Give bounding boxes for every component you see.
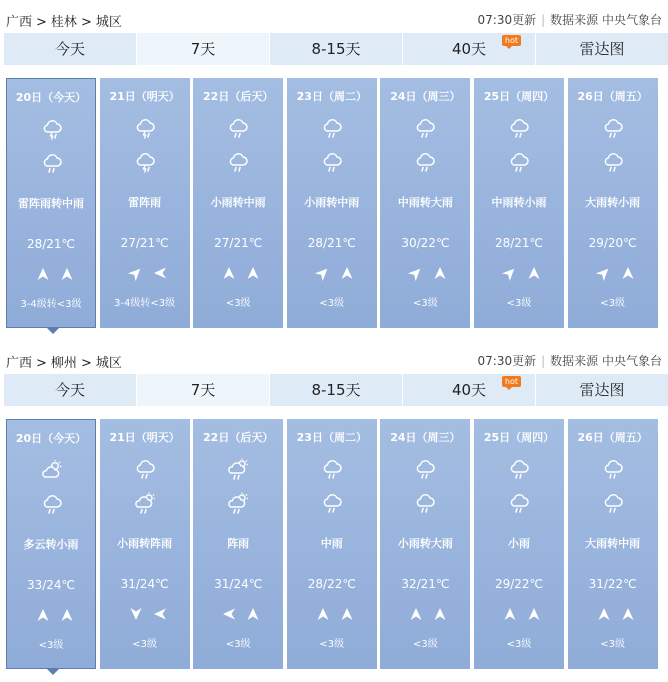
wind-level: <3级 xyxy=(506,639,532,650)
wind-arrow-icon xyxy=(126,263,146,283)
sun-shower-icon xyxy=(226,491,250,515)
update-info xyxy=(478,352,662,369)
wind-level: <3级 xyxy=(413,298,438,309)
wind-arrow-icon xyxy=(153,266,167,280)
day-card[interactable] xyxy=(6,78,96,328)
tab-40-days-label: 40天 xyxy=(451,381,487,399)
day-card[interactable] xyxy=(287,419,377,669)
tab-radar[interactable]: 雷达图 xyxy=(579,40,625,58)
breadcrumb-separator: > xyxy=(80,356,92,371)
rain-icon xyxy=(413,457,437,481)
wind-arrow-icon xyxy=(316,607,330,621)
temperature-range: 33/24℃ xyxy=(26,578,76,592)
wind-arrow-icon xyxy=(594,263,614,283)
tab-today[interactable]: 今天 xyxy=(4,374,137,406)
rain-icon xyxy=(507,491,531,515)
rain-icon xyxy=(40,151,64,175)
wind-level: <3级 xyxy=(506,298,532,309)
breadcrumb-district[interactable]: 城区 xyxy=(95,356,122,371)
rain-icon xyxy=(133,457,157,481)
weather-condition: 中雨转小雨 xyxy=(491,196,547,209)
temperature-range: 31/22℃ xyxy=(588,577,637,591)
weather-condition: 大雨转中雨 xyxy=(585,537,641,550)
wind-level: <3级 xyxy=(600,639,625,650)
temperature-range: 28/21℃ xyxy=(26,237,76,251)
weather-condition: 阵雨 xyxy=(227,537,250,550)
rain-icon xyxy=(601,457,625,481)
day-date: 20日（今天） xyxy=(15,91,87,104)
day-card[interactable] xyxy=(6,419,96,669)
wind-arrow-icon xyxy=(60,608,74,622)
tab-8-15-days[interactable]: 8-15天 xyxy=(270,33,403,65)
weather-condition: 小雨 xyxy=(508,537,530,550)
wind-level: <3级 xyxy=(225,298,251,309)
tab-40-days[interactable] xyxy=(403,374,536,406)
wind-arrow-icon xyxy=(500,263,520,283)
wind-arrow-icon xyxy=(222,266,236,280)
day-list xyxy=(6,419,658,669)
day-date: 24日（周三） xyxy=(390,431,461,444)
rain-icon xyxy=(413,491,437,515)
sun-shower-icon xyxy=(226,457,250,481)
tab-40-days[interactable] xyxy=(403,33,536,65)
weather-condition: 小雨转中雨 xyxy=(210,196,266,209)
wind-arrow-icon xyxy=(340,607,354,621)
weather-condition: 雷阵雨 xyxy=(128,196,162,209)
wind-direction xyxy=(568,607,658,623)
forecast-tabs xyxy=(4,33,668,65)
day-card[interactable] xyxy=(568,419,658,669)
breadcrumb-city[interactable]: 柳州 xyxy=(50,356,77,371)
thunder-rain-icon xyxy=(133,150,157,174)
partly-cloudy-icon xyxy=(40,458,64,482)
rain-icon xyxy=(320,150,344,174)
day-date: 23日（周二） xyxy=(296,431,367,444)
day-date: 24日（周三） xyxy=(390,90,461,103)
temperature-range: 29/22℃ xyxy=(494,577,544,591)
wind-level: <3级 xyxy=(600,298,625,309)
wind-arrow-icon xyxy=(503,607,517,621)
day-card[interactable] xyxy=(380,78,470,328)
wind-arrow-icon xyxy=(406,263,426,283)
sun-shower-icon xyxy=(133,491,157,515)
thunder-rain-icon xyxy=(40,117,64,141)
rain-icon xyxy=(226,116,250,140)
day-date: 21日（明天） xyxy=(109,431,180,444)
tab-8-15-days[interactable]: 8-15天 xyxy=(270,374,403,406)
selected-day-pointer xyxy=(47,328,59,334)
weather-condition: 小雨转阵雨 xyxy=(117,537,173,550)
wind-arrow-icon xyxy=(621,266,635,280)
rain-icon xyxy=(601,491,625,515)
temperature-range: 32/21℃ xyxy=(401,577,450,591)
day-date: 21日（明天） xyxy=(109,90,180,103)
wind-arrow-icon xyxy=(527,607,541,621)
breadcrumb xyxy=(6,352,122,371)
wind-arrow-icon xyxy=(313,263,333,283)
rain-icon xyxy=(40,492,64,516)
tab-7-days[interactable]: 7天 xyxy=(137,374,270,406)
rain-icon xyxy=(507,116,531,140)
wind-direction xyxy=(380,607,470,623)
temperature-range: 31/24℃ xyxy=(120,577,169,591)
wind-arrow-icon xyxy=(153,607,167,621)
wind-level: <3级 xyxy=(319,639,345,650)
data-source: 数据来源 中央气象台 xyxy=(550,13,662,27)
day-card[interactable] xyxy=(380,419,470,669)
update-info xyxy=(478,11,662,28)
wind-arrow-icon xyxy=(409,607,423,621)
day-date: 23日（周二） xyxy=(296,90,367,103)
day-card[interactable] xyxy=(287,78,377,328)
wind-arrow-icon xyxy=(129,607,143,621)
wind-arrow-icon xyxy=(621,607,635,621)
hot-badge: hot xyxy=(502,35,521,46)
wind-arrow-icon xyxy=(36,267,50,281)
tab-7-days[interactable]: 7天 xyxy=(137,33,270,65)
tab-radar[interactable]: 雷达图 xyxy=(579,381,625,399)
temperature-range: 27/21℃ xyxy=(120,236,169,250)
temperature-range: 28/22℃ xyxy=(307,577,356,591)
wind-arrow-icon xyxy=(433,607,447,621)
wind-arrow-icon xyxy=(433,266,447,280)
wind-level: 3-4级转<3级 xyxy=(114,298,176,309)
wind-level: <3级 xyxy=(413,639,438,650)
rain-icon xyxy=(507,457,531,481)
wind-level: <3级 xyxy=(225,639,251,650)
wind-direction xyxy=(193,607,283,623)
wind-direction xyxy=(380,266,470,282)
wind-arrow-icon xyxy=(340,266,354,280)
rain-icon xyxy=(601,150,625,174)
rain-icon xyxy=(413,150,437,174)
wind-direction xyxy=(100,607,190,623)
wind-level: <3级 xyxy=(38,640,64,651)
weather-condition: 大雨转小雨 xyxy=(585,196,641,209)
day-date: 26日（周五） xyxy=(577,431,648,444)
divider: | xyxy=(541,354,546,368)
breadcrumb xyxy=(6,11,122,30)
wind-direction xyxy=(287,607,377,623)
day-date: 22日（后天） xyxy=(203,90,274,103)
day-date: 25日（周四） xyxy=(483,90,555,103)
rain-icon xyxy=(601,116,625,140)
temperature-range: 30/22℃ xyxy=(401,236,450,250)
rain-icon xyxy=(413,116,437,140)
day-date: 22日（后天） xyxy=(203,431,274,444)
day-card[interactable] xyxy=(474,419,564,669)
wind-direction xyxy=(474,266,564,282)
selected-day-pointer xyxy=(47,669,59,675)
temperature-range: 29/20℃ xyxy=(588,236,637,250)
day-card[interactable] xyxy=(100,419,190,669)
breadcrumb-province[interactable]: 广西 xyxy=(6,356,33,371)
breadcrumb-district[interactable]: 城区 xyxy=(95,15,122,30)
day-date: 26日（周五） xyxy=(577,90,648,103)
temperature-range: 28/21℃ xyxy=(307,236,356,250)
day-date: 20日（今天） xyxy=(15,432,87,445)
temperature-range: 28/21℃ xyxy=(494,236,544,250)
wind-direction xyxy=(568,266,658,282)
rain-icon xyxy=(507,150,531,174)
temperature-range: 31/24℃ xyxy=(214,577,263,591)
data-source: 数据来源 中央气象台 xyxy=(550,354,662,368)
wind-direction xyxy=(7,608,95,624)
weather-condition: 中雨 xyxy=(320,537,343,550)
tab-today[interactable]: 今天 xyxy=(4,33,137,65)
update-time: 07:30更新 xyxy=(477,13,537,27)
wind-arrow-icon xyxy=(36,608,50,622)
rain-icon xyxy=(320,116,344,140)
wind-direction xyxy=(474,607,564,623)
temperature-range: 27/21℃ xyxy=(214,236,263,250)
breadcrumb-separator: > xyxy=(80,15,92,30)
day-list xyxy=(6,78,658,328)
weather-condition: 小雨转中雨 xyxy=(304,196,360,209)
wind-direction xyxy=(100,266,190,282)
wind-arrow-icon xyxy=(222,607,236,621)
rain-icon xyxy=(320,457,344,481)
wind-arrow-icon xyxy=(597,607,611,621)
update-time: 07:30更新 xyxy=(477,354,537,368)
wind-direction xyxy=(7,267,95,283)
wind-arrow-icon xyxy=(527,266,541,280)
thunder-rain-icon xyxy=(133,116,157,140)
day-card[interactable] xyxy=(568,78,658,328)
wind-arrow-icon xyxy=(246,266,260,280)
breadcrumb-separator: > xyxy=(36,15,47,30)
wind-level: <3级 xyxy=(132,639,157,650)
day-card[interactable] xyxy=(474,78,564,328)
wind-arrow-icon xyxy=(60,267,74,281)
wind-level: <3级 xyxy=(319,298,345,309)
day-card[interactable] xyxy=(193,419,283,669)
wind-level: 3-4级转<3级 xyxy=(20,299,82,310)
weather-condition: 雷阵雨转中雨 xyxy=(18,197,84,210)
day-card[interactable] xyxy=(193,78,283,328)
forecast-tabs xyxy=(4,374,668,406)
day-date: 25日（周四） xyxy=(483,431,555,444)
divider: | xyxy=(541,13,546,27)
wind-direction xyxy=(287,266,377,282)
rain-icon xyxy=(226,150,250,174)
wind-direction xyxy=(193,266,283,282)
rain-icon xyxy=(320,491,344,515)
breadcrumb-city[interactable]: 桂林 xyxy=(50,15,77,30)
wind-arrow-icon xyxy=(246,607,260,621)
tab-40-days-label: 40天 xyxy=(451,40,487,58)
hot-badge: hot xyxy=(502,376,521,387)
weather-condition: 中雨转大雨 xyxy=(397,196,453,209)
weather-condition: 小雨转大雨 xyxy=(397,537,453,550)
breadcrumb-province[interactable]: 广西 xyxy=(6,15,33,30)
day-card[interactable] xyxy=(100,78,190,328)
weather-condition: 多云转小雨 xyxy=(23,538,79,551)
breadcrumb-separator: > xyxy=(36,356,47,371)
